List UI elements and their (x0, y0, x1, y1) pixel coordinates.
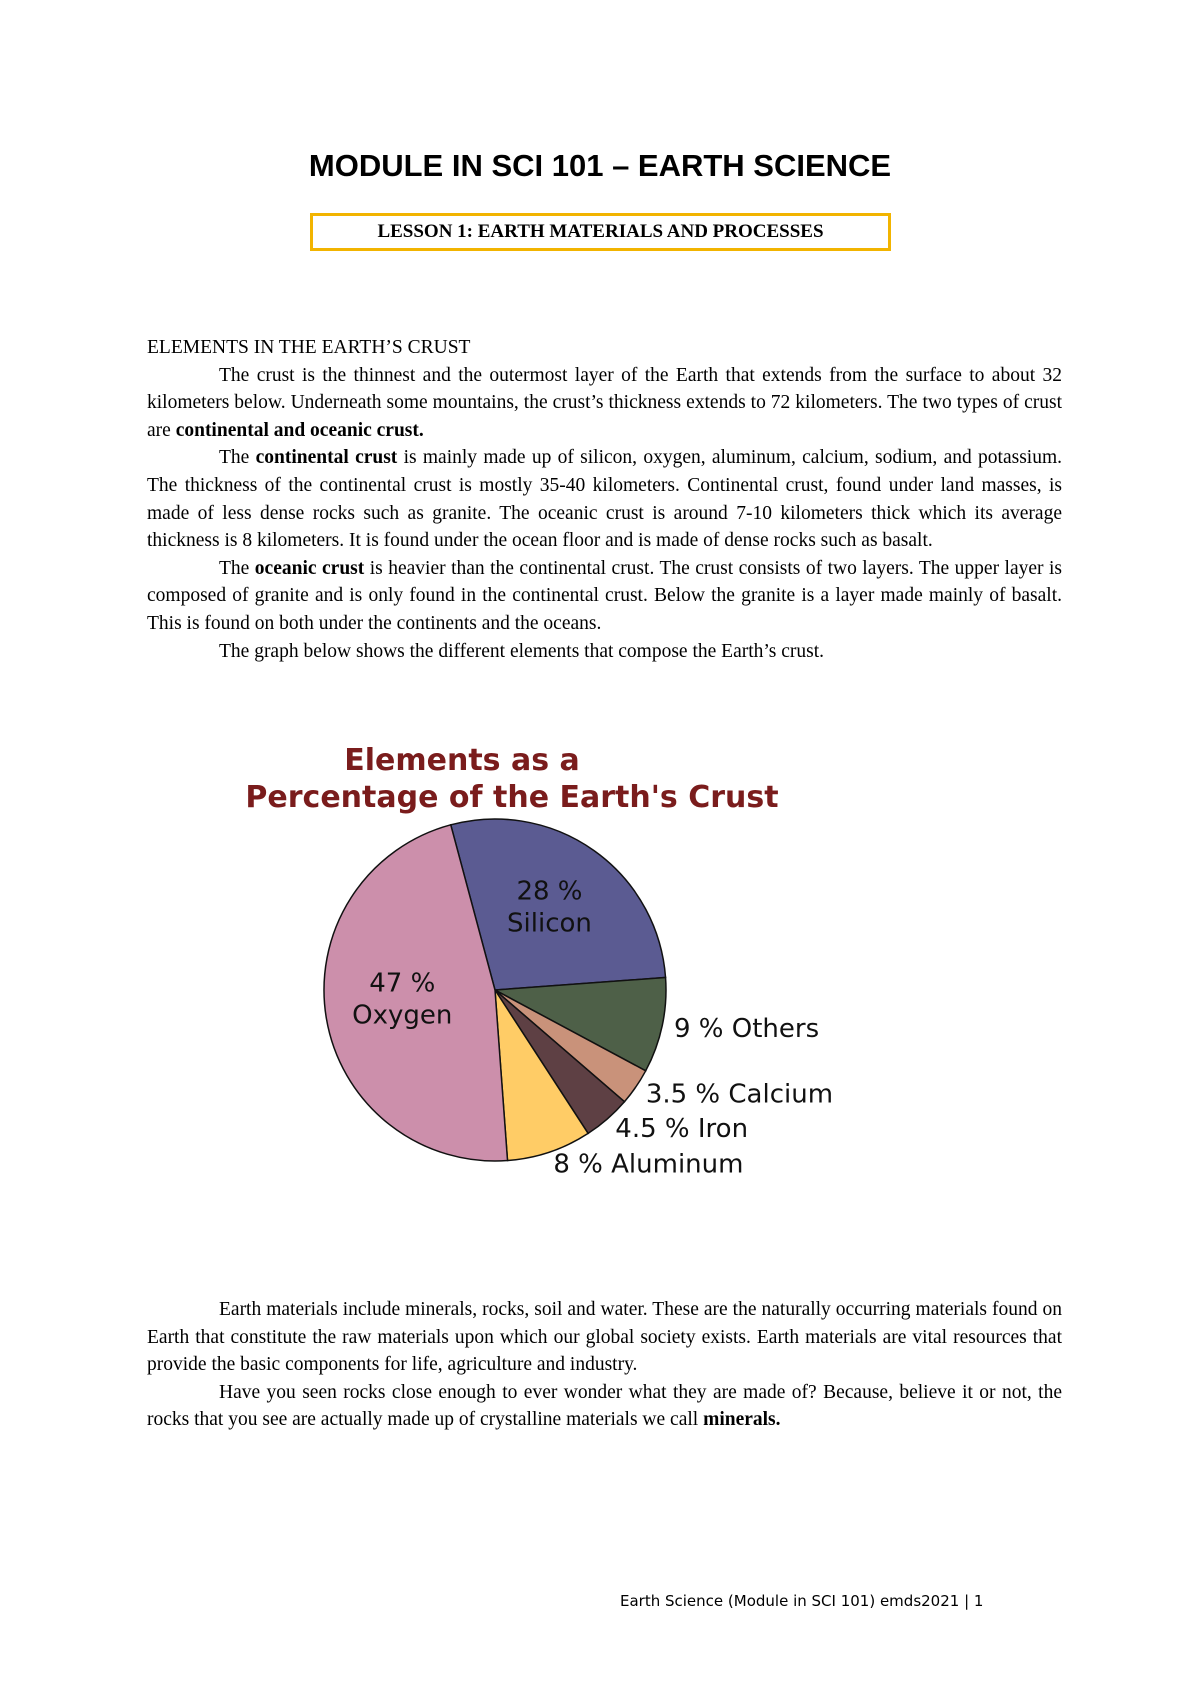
paragraph-continental-crust: The continental crust is mainly made up of silicon, oxygen, aluminum, calcium, sodium, and potassium. The thickness of the continental crust is mostly 35-40 kilometers. Continental crust, found under land masses, is made of less dense rocks such as granite. The oceanic crust is around 7-10 kilometers thick which its average thickness is 8 kilometers. It is found under the ocean floor and is made of dense rocks such as basalt. (147, 447, 1063, 552)
page-footer: Earth Science (Module in SCI 101) emds2021 | 1 (620, 1592, 984, 1610)
bold-term: oceanic crust (254, 557, 365, 579)
paragraph-graph-intro: The graph below shows the different elements that compose the Earth’s crust. (219, 640, 825, 662)
pie-label-others: 9 % Others (674, 1014, 820, 1045)
paragraph-oceanic-crust: The oceanic crust is heavier than the continental crust. The crust consists of two layers. The upper layer is composed of granite and is only found in the continental crust. Below the granite is a layer made mainly of basalt. This is found on both under the continents and the oceans. (147, 557, 1062, 634)
pie-label-iron: 4.5 % Iron (615, 1113, 749, 1144)
paragraph-crust-intro: The crust is the thinnest and the outermost layer of the Earth that extends from the surface to about 32 kilometers below. Underneath some mountains, the crust’s thickness extends to 72 kilometers. The two types of crust are continental and oceanic crust. (147, 364, 1062, 441)
section-heading: ELEMENTS IN THE EARTH’S CRUST (147, 337, 471, 358)
chart-title-line-2: Percentage of the Earth's Crust (245, 780, 779, 815)
module-title: MODULE IN SCI 101 – EARTH SCIENCE (308, 148, 892, 183)
paragraph-minerals: Have you seen rocks close enough to ever wonder what they are made of? Because, believe it or not, the rocks that you see are actually made up of crystalline materials we call minerals. (147, 1381, 1062, 1431)
pie-label-oxygen: 47 % Oxygen (352, 968, 453, 1031)
lesson-title: LESSON 1: EARTH MATERIALS AND PROCESSES (377, 221, 824, 242)
chart-title-line-1: Elements as a (344, 743, 580, 778)
pie-label-silicon: 28 % Silicon (507, 876, 592, 939)
pie-chart-svg (240, 740, 980, 1240)
crust-elements-pie-chart (240, 740, 980, 1240)
pie-label-aluminum: 8 % Aluminum (553, 1149, 744, 1180)
bold-term: minerals. (703, 1409, 781, 1431)
paragraph-earth-materials: Earth materials include minerals, rocks, soil and water. These are the naturally occurring materials found on Earth that constitute the raw materials upon which our global society exists. Earth materials are vital resources that provide the basic components for life, agriculture and industry. (147, 1299, 1062, 1376)
bold-term: continental crust (255, 447, 398, 469)
pie-label-calcium: 3.5 % Calcium (645, 1079, 834, 1110)
bold-term: continental and oceanic crust. (175, 419, 424, 441)
crust-section (147, 334, 1062, 665)
lesson-title-box (310, 213, 891, 251)
earth-materials-section (147, 1296, 1062, 1434)
